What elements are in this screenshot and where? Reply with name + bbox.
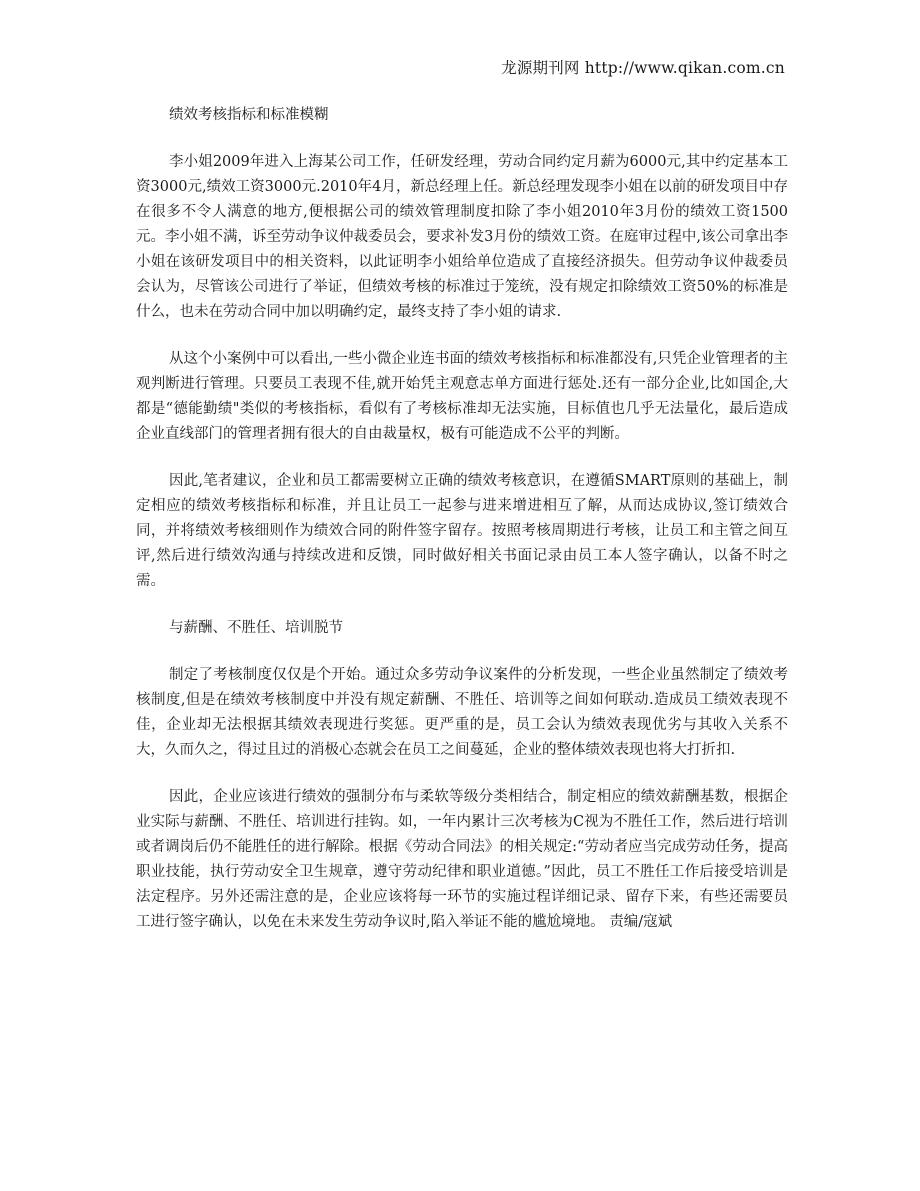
article-paragraph: 从这个小案例中可以看出,一些小微企业连书面的绩效考核指标和标准都没有,只凭企业管理者的主观判断进行管理。只要员工表现不佳,就开始凭主观意志单方面进行惩处.还有一部分企业,比如国企,大都是“德能勤绩"类似的考核指标，看似有了考核标准却无法实施，目标值也几乎无法量化，最后造成企业直线部门的管理者拥有很大的自由裁量权，极有可能造成不公平的判断。 [136,351,788,442]
article-paragraph: 因此,笔者建议，企业和员工都需要树立正确的绩效考核意识，在遵循SMART原则的基础上，制定相应的绩效考核指标和标准，并且让员工一起参与进来增进相互了解，从而达成协议,签订绩效合同，并将绩效考核细则作为绩效合同的附件签字留存。按照考核周期进行考核，让员工和主管之间互评,然后进行绩效沟通与持续改进和反馈，同时做好相关书面记录由员工本人签字确认，以备不时之需。 [136,473,788,589]
article-paragraph: 李小姐2009年进入上海某公司工作，任研发经理，劳动合同约定月薪为6000元,其中约定基本工资3000元,绩效工资3000元.2010年4月，新总经理上任。新总经理发现李小姐在以前的研发项目中存在很多不令人满意的地方,便根据公司的绩效管理制度扣除了李小姐2010年3月份的绩效工资1500元。李小姐不满，诉至劳动争议仲裁委员会，要求补发3月份的绩效工资。在庭审过程中,该公司拿出李小姐在该研发项目中的相关资料，以此证明李小姐给单位造成了直接经济损失。但劳动争议仲裁委员会认为，尽管该公司进行了举证，但绩效考核的标准过于笼统，没有规定扣除绩效工资50%的标准是什么，也未在劳动合同中加以明确约定，最终支持了李小姐的请求. [136,154,788,320]
section-heading: 与薪酬、不胜任、培训脱节 [169,620,343,636]
article-paragraph: 因此，企业应该进行绩效的强制分布与柔软等级分类相结合，制定相应的绩效薪酬基数，根据企业实际与薪酬、不胜任、培训进行挂钩。如，一年内累计三次考核为C视为不胜任工作，然后进行培训或者调岗后仍不能胜任的进行解除。根据《劳动合同法》的相关规定:“劳动者应当完成劳动任务，提高职业技能，执行劳动安全卫生规章，遵守劳动纪律和职业道德。”因此，员工不胜任工作后接受培训是法定程序。另外还需注意的是，企业应该将每一环节的实施过程详细记录、留存下来，有些还需要员工进行签字确认，以免在未来发生劳动争议时,陷入举证不能的尴尬境地。 责编/寇斌 [136,789,788,930]
section-heading: 绩效考核指标和标准模糊 [169,107,329,123]
journal-source-header: 龙源期刊网 http://www.qikan.com.cn [501,59,785,77]
article-paragraph: 制定了考核制度仅仅是个开始。通过众多劳动争议案件的分析发现，一些企业虽然制定了绩效考核制度,但是在绩效考核制度中并没有规定薪酬、不胜任、培训等之间如何联动.造成员工绩效表现不佳，企业却无法根据其绩效表现进行奖惩。更严重的是，员工会认为绩效表现优劣与其收入关系不大，久而久之，得过且过的消极心态就会在员工之间蔓延，企业的整体绩效表现也将大打折扣. [136,667,788,758]
article-body [136,103,788,957]
